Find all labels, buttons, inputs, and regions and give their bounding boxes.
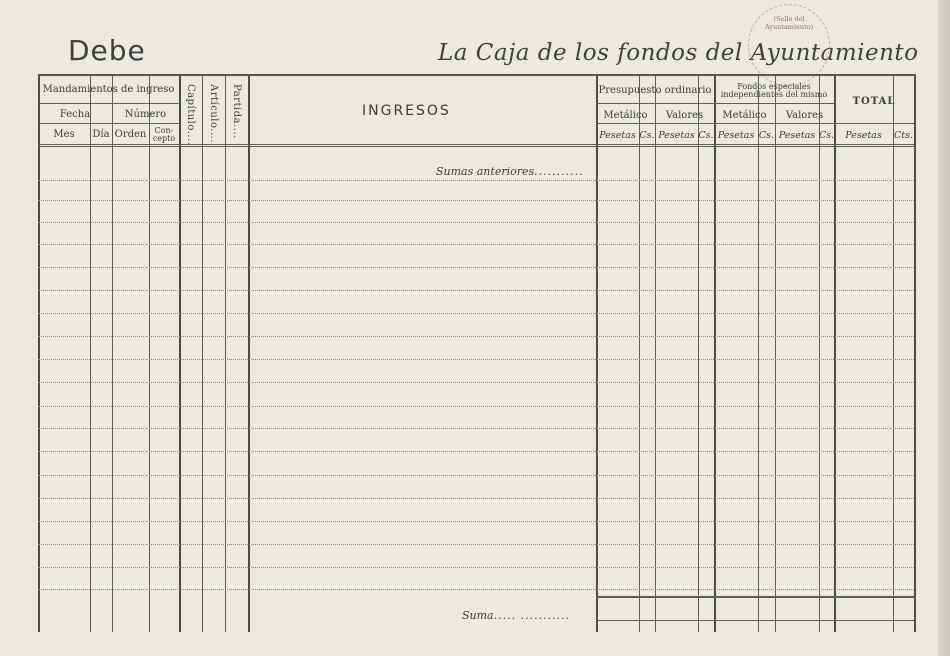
header-cs-2: Cs. — [698, 130, 714, 141]
sumas-anteriores-label — [436, 165, 584, 178]
header-concepto-line2: cepto — [152, 134, 176, 143]
header-valores-1: Valores — [665, 110, 704, 121]
entry-row-line — [38, 267, 914, 268]
entry-row-line — [38, 521, 914, 522]
col-divider-ingresos — [596, 76, 598, 632]
header-articulo: Artículo.... — [208, 84, 219, 144]
col-divider-f1-end — [775, 76, 776, 632]
entry-row-line — [38, 589, 914, 590]
entry-row-line — [38, 544, 914, 545]
header-concepto-line1: Con- — [154, 126, 174, 135]
entry-row-line — [38, 498, 914, 499]
col-divider-orden — [149, 76, 150, 632]
header-capitulo: Capítulo.... — [185, 84, 196, 146]
hline-header-bottom — [38, 144, 914, 145]
header-pesetas-total: Pesetas — [845, 130, 882, 141]
entry-row-line — [38, 244, 914, 245]
col-divider-f2-cs — [819, 76, 820, 632]
header-concepto — [149, 127, 179, 143]
header-cs-1: Cs. — [639, 130, 655, 141]
header-presupuesto: Presupuesto ordinario — [598, 85, 712, 96]
entry-row-line — [38, 222, 914, 223]
col-divider-fondos-end — [834, 76, 836, 632]
header-fondos-line1: Fondos especiales — [737, 82, 811, 91]
header-cts-total: Cts. — [894, 130, 913, 141]
col-divider-total-cts — [893, 76, 894, 632]
ledger-right-border — [914, 76, 916, 632]
header-fecha: Fecha — [59, 109, 91, 120]
col-divider-capitulo — [202, 76, 203, 632]
suma-text: Suma — [462, 609, 494, 622]
header-mes: Mes — [53, 129, 75, 140]
header-metalico-2: Metálico — [722, 110, 767, 121]
header-cs-3: Cs. — [758, 130, 775, 141]
entry-row-line — [38, 336, 914, 337]
ledger-left-border — [38, 76, 40, 632]
hline-metalico-valores — [596, 123, 914, 124]
hline-header-bottom-2 — [38, 146, 914, 147]
sumas-anteriores-text: Sumas anteriores — [436, 165, 535, 178]
entry-row-line — [38, 451, 914, 452]
header-fondos-line2: independientes del mismo — [720, 90, 828, 99]
col-divider-f1-cs — [758, 76, 759, 632]
header-numero: Número — [124, 109, 167, 120]
hline-suma-top — [596, 596, 914, 598]
col-divider-presupuesto-end — [714, 76, 716, 632]
entry-row-line — [38, 290, 914, 291]
stamp-line-1: (Sello del — [773, 15, 805, 23]
caja-title: La Caja de los fondos del Ayuntamiento — [438, 40, 919, 66]
ledger-table — [38, 74, 916, 632]
hline-mandamientos — [38, 103, 179, 104]
sumas-anteriores-dots: ........... — [534, 165, 584, 178]
header-pesetas-1: Pesetas — [599, 130, 636, 141]
suma-dots: ..... ........... — [493, 609, 571, 622]
entry-row-line — [38, 406, 914, 407]
entry-row-line — [38, 475, 914, 476]
header-total: TOTAL — [852, 96, 896, 107]
header-orden: Orden — [114, 129, 147, 140]
stamp-line-2: Ayuntamiento) — [764, 23, 814, 31]
header-cs-4: Cs. — [819, 130, 835, 141]
entry-row-line — [38, 313, 914, 314]
header-fondos — [714, 83, 834, 99]
col-divider-partida — [248, 76, 250, 632]
header-pesetas-2: Pesetas — [658, 130, 695, 141]
entry-row-line — [38, 180, 914, 181]
col-divider-mes — [90, 76, 91, 632]
entry-row-line — [38, 428, 914, 429]
hline-presupuesto-fondos — [596, 103, 834, 104]
header-mandamientos: Mandamientos de ingreso — [42, 84, 175, 95]
entry-row-line — [38, 382, 914, 383]
hline-fecha-numero — [38, 123, 179, 124]
header-pesetas-3: Pesetas — [717, 130, 755, 141]
header-ingresos: INGRESOS — [362, 103, 451, 119]
col-divider-concepto — [179, 76, 181, 632]
suma-label — [462, 609, 570, 622]
entry-row-line — [38, 200, 914, 201]
debe-title: Debe — [68, 34, 146, 67]
col-divider-articulo — [225, 76, 226, 632]
header-dia: Día — [92, 129, 110, 140]
entry-row-line — [38, 359, 914, 360]
col-divider-dia — [112, 76, 113, 632]
header-pesetas-4: Pesetas — [778, 130, 816, 141]
page-binding — [938, 0, 950, 656]
header-metalico-1: Metálico — [603, 110, 648, 121]
hline-suma-bottom — [596, 620, 914, 621]
header-partida: Partida.... — [231, 84, 242, 139]
col-divider-p1-end — [655, 76, 656, 632]
col-divider-p2-cs — [698, 76, 699, 632]
entry-row-line — [38, 567, 914, 568]
header-valores-2: Valores — [785, 110, 824, 121]
col-divider-p1-cs — [639, 76, 640, 632]
